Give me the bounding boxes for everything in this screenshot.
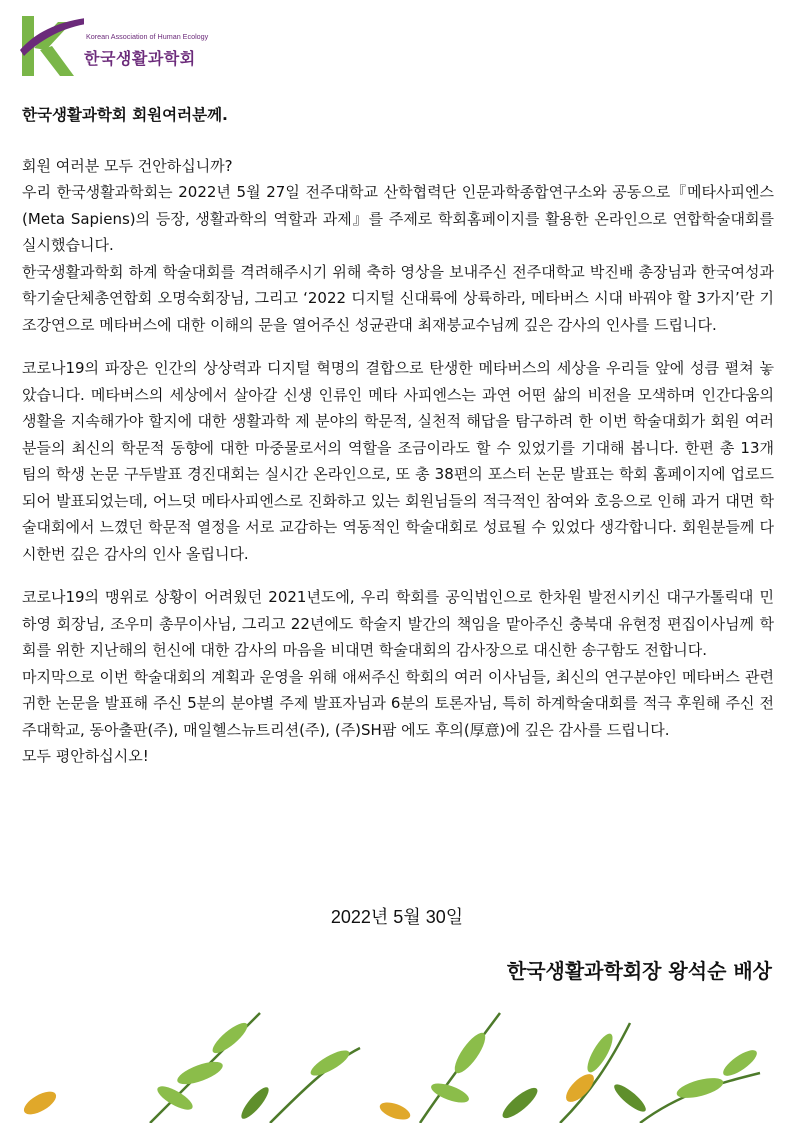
paragraph: 코로나19의 맹위로 상황이 어려웠던 2021년도에, 우리 학회를 공익법인으로 한차원 발전시키신 대구가톨릭대 민하영 회장님, 조우미 총무이사님, 그리고 22년에도 학술지 발간의 책임을 맡아주신 충북대 유현정 편집이사님께 학회를 위한 지난해의 헌신에 대한 감사의 마음을 비대면 학술대회의 감사장으로 대신한 송구함도 전합니다. [22,588,774,659]
paragraph: 우리 한국생활과학회는 2022년 5월 27일 전주대학교 산학협력단 인문과학종합연구소와 공동으로『메타사피엔스(Meta Sapiens)의 등장, 생활과학의 역할과 과제』를 주제로 학회홈페이지를 활용한 온라인으로 연합학술대회를 실시했습니다. [22,183,774,254]
letter-date: 2022년 5월 30일 [330,907,464,927]
logo-korean-name: 한국생활과학회 [84,49,196,68]
k-logo-icon [18,10,84,80]
signature: 한국생활과학회장 왕석순 배상 [506,959,772,983]
society-logo [18,10,228,82]
paragraph: 모두 평안하십시오! [22,747,149,765]
leaf-decoration-icon [0,993,794,1123]
paragraph: 회원 여러분 모두 건안하십니까? [22,156,233,175]
paragraph: 한국생활과학회 하계 학술대회를 격려해주시기 위해 축하 영상을 보내주신 전주대학교 박진배 총장님과 한국여성과학기술단체총연합회 오명숙회장님, 그리고 ‘2022 디지털 신대륙에 상륙하라, 메타버스 시대 바꿔야 할 3가지’란 기조강연으로 메타버스에 대한 이해의 문을 열어주신 성균관대 최재붕교수님께 깊은 감사의 인사를 드립니다. [22,262,774,334]
paragraph: 코로나19의 파장은 인간의 상상력과 디지털 혁명의 결합으로 탄생한 메타버스의 세상을 우리들 앞에 성큼 펼쳐 놓았습니다. 메타버스의 세상에서 살아갈 신생 인류인 메타 사피엔스는 과연 어떤 삶의 비전을 모색하며 인간다움의 생활을 지속해가야 할지에 대한 생활과학 제 분야의 학문적, 실천적 해답을 탐구하려 한 이번 학술대회가 회원 여러분들의 최신의 학문적 동향에 대한 마중물로서의 역할을 조금이라도 할 수 있었기를 기대해 봅니다. 한편 총 13개 팀의 학생 논문 구두발표 경진대회는 실시간 온라인으로, 또 총 38편의 포스터 논문 발표는 학회 홈페이지에 업로드 되어 발표되었는데, 어느덧 메타사피엔스로 진화하고 있는 회원님들의 적극적인 참여와 호응으로 인해 과거 대면 학술대회에서 느꼈던 학문적 열정을 서로 교감하는 역동적인 학술대회로 성료될 수 있었다 생각합니다. 회원분들께 다시한번 깊은 감사의 인사 올립니다. [22,359,774,563]
logo-english-name: Korean Association of Human Ecology [86,32,209,41]
letter-body [22,102,774,770]
paragraph: 마지막으로 이번 학술대회의 계획과 운영을 위해 애써주신 학회의 여러 이사님들, 최신의 연구분야인 메타버스 관련 귀한 논문을 발표해 주신 5분의 분야별 주제 발표자님과 6분의 토론자님, 특히 하계학술대회를 적극 후원해 주신 전주대학교, 동아출판(주), 매일헬스뉴트리션(주), (주)SH팜 에도 후의(厚意)에 깊은 감사를 드립니다. [22,667,774,739]
salutation: 한국생활과학회 회원여러분께. [22,106,228,124]
